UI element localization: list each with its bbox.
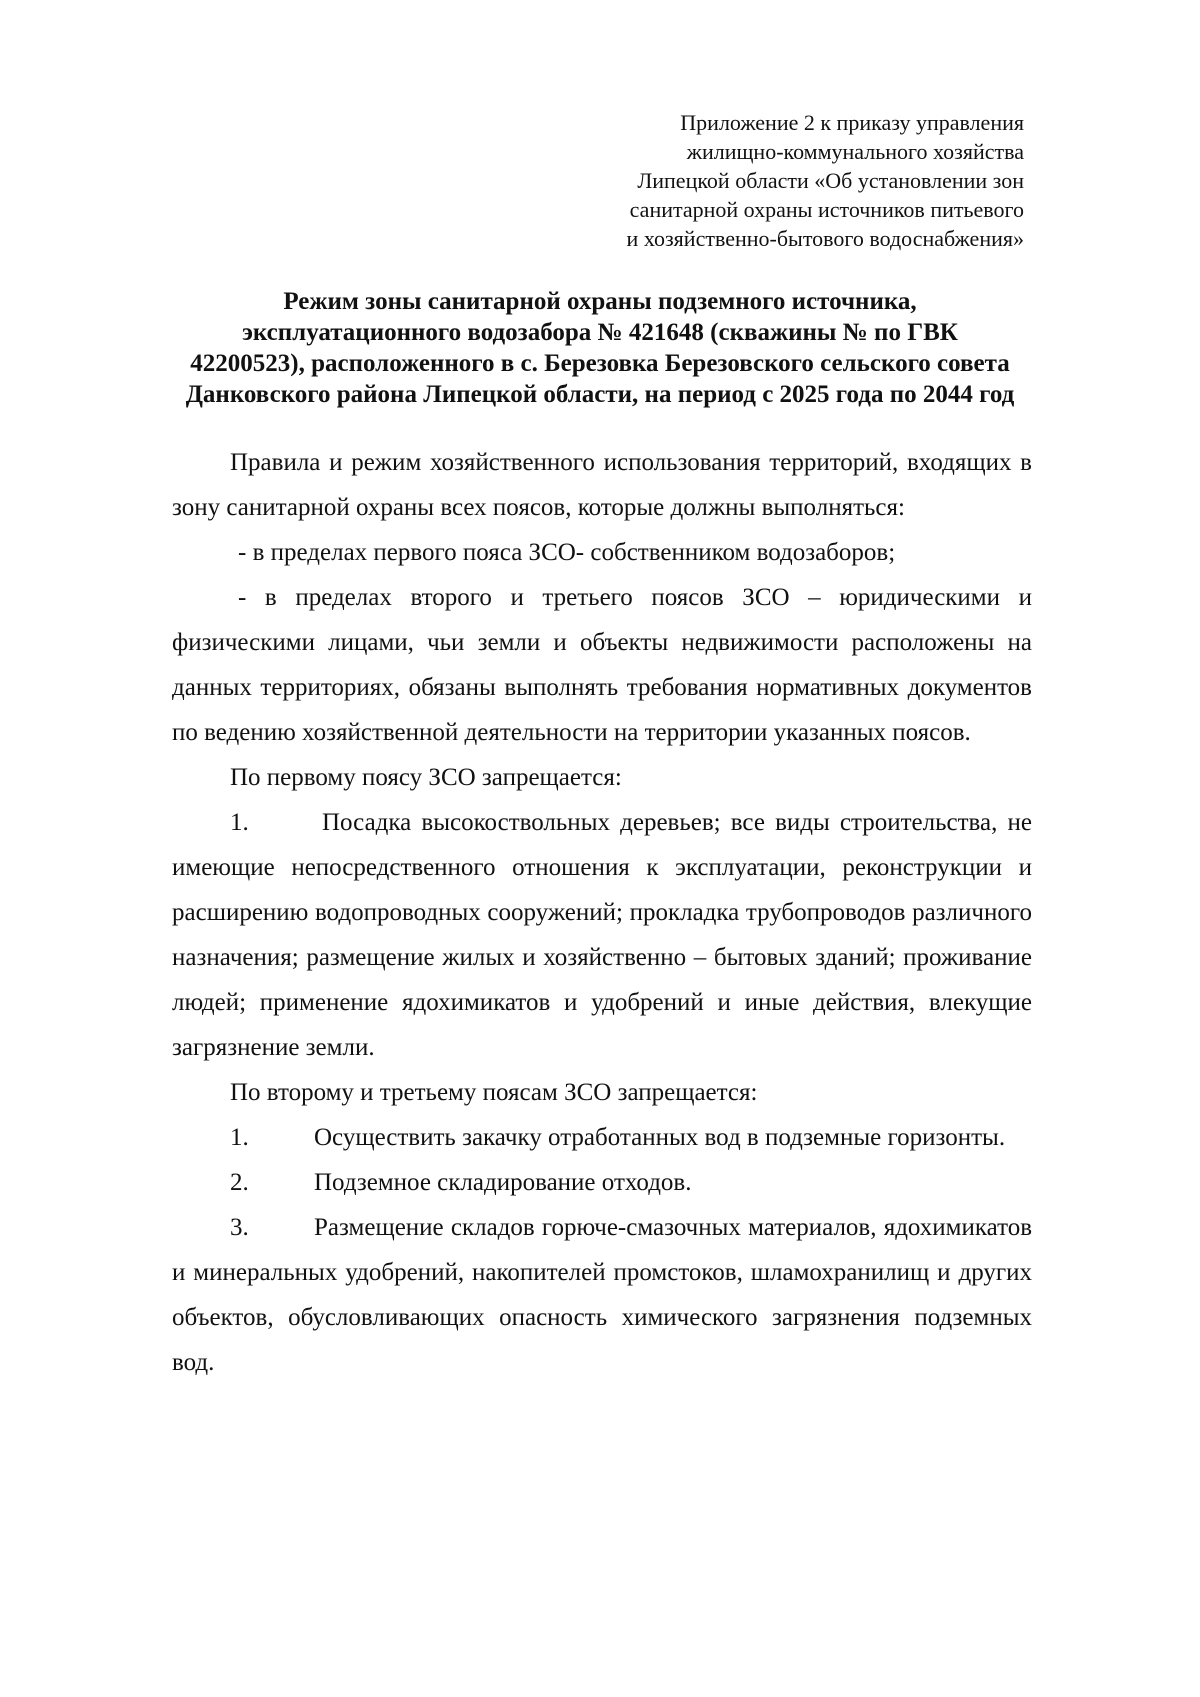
item-text: Размещение складов горюче-смазочных материалов, ядохимикатов и минеральных удобрений, накопителей промстоков, шламохранилищ и других объектов, обусловливающих опасность химического загрязнения подземных вод. xyxy=(172,1214,1032,1376)
appendix-note-line: Липецкой области «Об установлении зон xyxy=(637,168,1024,193)
appendix-note-line: Приложение 2 к приказу управления xyxy=(680,110,1024,135)
second-third-belt-responsibility: - в пределах второго и третьего поясов ЗСО – юридическими и физическими лицами, чьи земли и объекты недвижимости расположены на данных территориях, обязаны выполнять требования нормативных документов по ведению хозяйственной деятельности на территории указанных поясов. xyxy=(172,584,1032,746)
document-body xyxy=(172,440,1032,1385)
item-number: 1. xyxy=(230,809,249,836)
appendix-note-line: жилищно-коммунального хозяйства xyxy=(686,139,1024,164)
item-text: Подземное складирование отходов. xyxy=(314,1169,692,1196)
appendix-note-line: санитарной охраны источников питьевого xyxy=(629,197,1024,222)
title-line: эксплуатационного водозабора № 421648 (скважины № по ГВК xyxy=(242,319,958,346)
item-number: 2. xyxy=(230,1169,249,1196)
appendix-note xyxy=(554,108,1024,253)
item-number: 3. xyxy=(230,1214,249,1241)
item-number: 1. xyxy=(230,1124,249,1151)
title-line: Данковского района Липецкой области, на период с 2025 года по 2044 год xyxy=(185,381,1015,408)
first-belt-heading: По первому поясу ЗСО запрещается: xyxy=(230,764,622,791)
item-text: Посадка высокоствольных деревьев; все виды строительства, не имеющие непосредственного отношения к эксплуатации, реконструкции и расширению водопроводных сооружений; прокладка трубопроводов различного назначения; размещение жилых и хозяйственно – бытовых зданий; проживание людей; применение ядохимикатов и удобрений и иные действия, влекущие загрязнение земли. xyxy=(172,809,1032,1061)
second-third-belt-item xyxy=(172,1115,1032,1160)
document-title xyxy=(170,286,1030,410)
second-third-belt-item xyxy=(172,1205,1032,1385)
first-belt-item xyxy=(172,800,1032,1070)
second-third-belt-item xyxy=(172,1160,1032,1205)
item-text: Осуществить закачку отработанных вод в подземные горизонты. xyxy=(314,1124,1006,1151)
title-line: 42200523), расположенного в с. Березовка Березовского сельского совета xyxy=(190,350,1010,377)
appendix-note-line: и хозяйственно-бытового водоснабжения» xyxy=(626,226,1024,251)
second-third-belt-heading: По второму и третьему поясам ЗСО запрещается: xyxy=(230,1079,758,1106)
intro-paragraph: Правила и режим хозяйственного использования территорий, входящих в зону санитарной охраны всех поясов, которые должны выполняться: xyxy=(172,449,1032,521)
title-line: Режим зоны санитарной охраны подземного источника, xyxy=(283,288,917,315)
first-belt-responsibility: - в пределах первого пояса ЗСО- собственником водозаборов; xyxy=(238,539,896,566)
